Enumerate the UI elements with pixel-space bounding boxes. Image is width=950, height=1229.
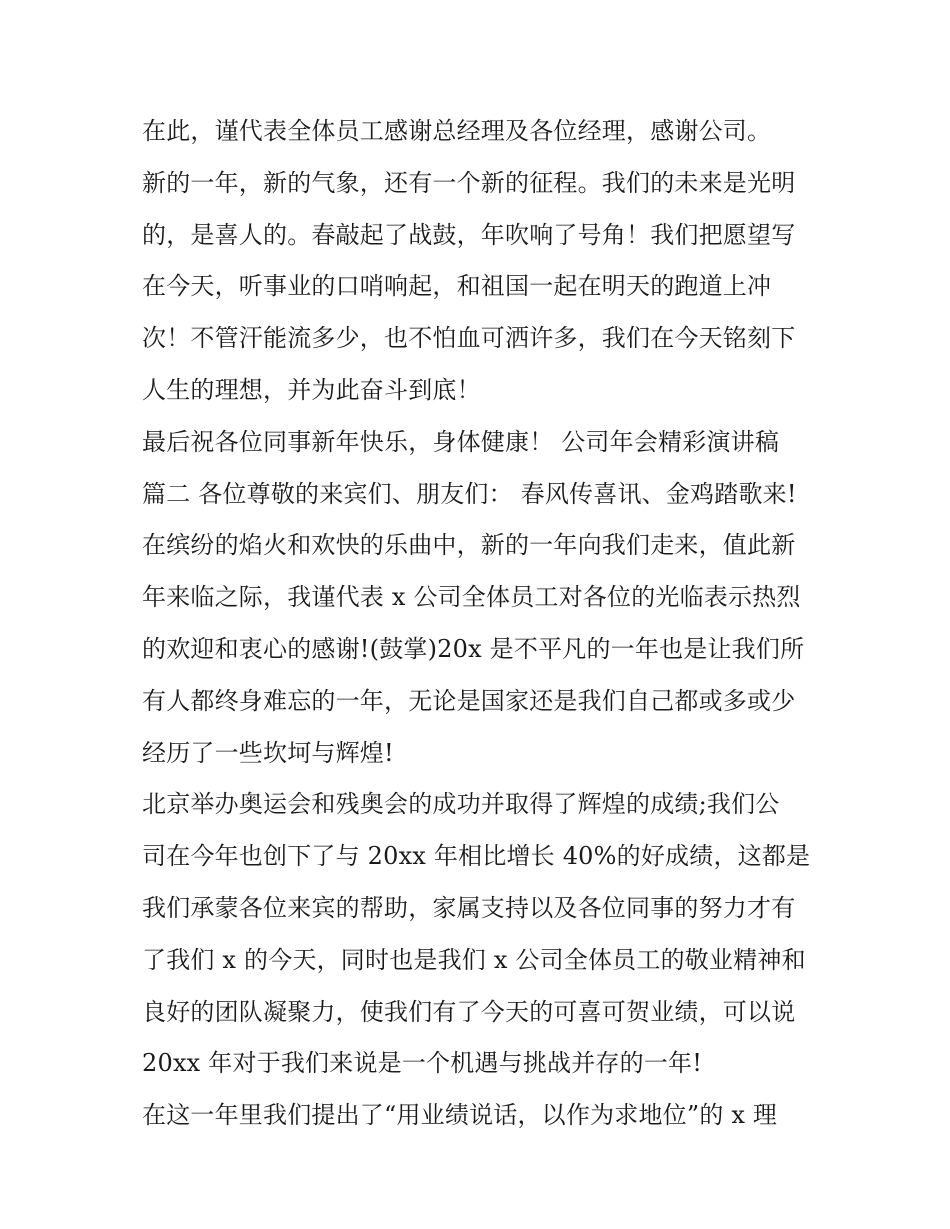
text-line: 人生的理想，并为此奋斗到底！ xyxy=(142,375,481,404)
text-line: 在今天，听事业的口哨响起，和祖国一起在明天的跑道上冲 xyxy=(142,272,772,301)
text-line: 年来临之际，我谨代表 x 公司全体员工对各位的光临表示热烈 xyxy=(142,583,801,612)
text-line: 北京举办奥运会和残奥会的成功并取得了辉煌的成绩;我们公 xyxy=(142,790,780,819)
document-body xyxy=(142,106,822,1142)
text-line: 的欢迎和衷心的感谢!(鼓掌)20x 是不平凡的一年也是让我们所 xyxy=(142,634,805,663)
text-line: 在此，谨代表全体员工感谢总经理及各位经理，感谢公司。 xyxy=(142,117,772,145)
text-line: 20xx 年对于我们来说是一个机遇与挑战并存的一年! xyxy=(142,1049,703,1078)
text-line: 次！不管汗能流多少，也不怕血可洒许多，我们在今天铭刻下 xyxy=(142,324,796,353)
text-line: 经历了一些坎坷与辉煌! xyxy=(142,738,394,767)
text-line: 的，是喜人的。春敲起了战鼓，年吹响了号角！我们把愿望写 xyxy=(142,220,796,249)
text-line: 在缤纷的焰火和欢快的乐曲中，新的一年向我们走来，值此新 xyxy=(142,531,796,560)
text-line: 篇二 各位尊敬的来宾们、朋友们： 春风传喜讯、金鸡踏歌来! xyxy=(142,479,797,508)
text-line: 良好的团队凝聚力，使我们有了今天的可喜可贺业绩，可以说 xyxy=(142,997,796,1026)
text-line: 最后祝各位同事新年快乐，身体健康！ 公司年会精彩演讲稿 xyxy=(142,427,780,456)
text-line: 我们承蒙各位来宾的帮助，家属支持以及各位同事的努力才有 xyxy=(142,893,796,922)
text-line: 了我们 x 的今天，同时也是我们 x 公司全体员工的敬业精神和 xyxy=(142,945,806,974)
text-line: 司在今年也创下了与 20xx 年相比增长 40%的好成绩，这都是 xyxy=(142,842,811,871)
text-line: 在这一年里我们提出了“用业绩说话，以作为求地位”的 x 理 xyxy=(142,1101,778,1130)
text-line: 新的一年，新的气象，还有一个新的征程。我们的未来是光明 xyxy=(142,168,796,197)
text-line: 有人都终身难忘的一年，无论是国家还是我们自己都或多或少 xyxy=(142,686,796,715)
